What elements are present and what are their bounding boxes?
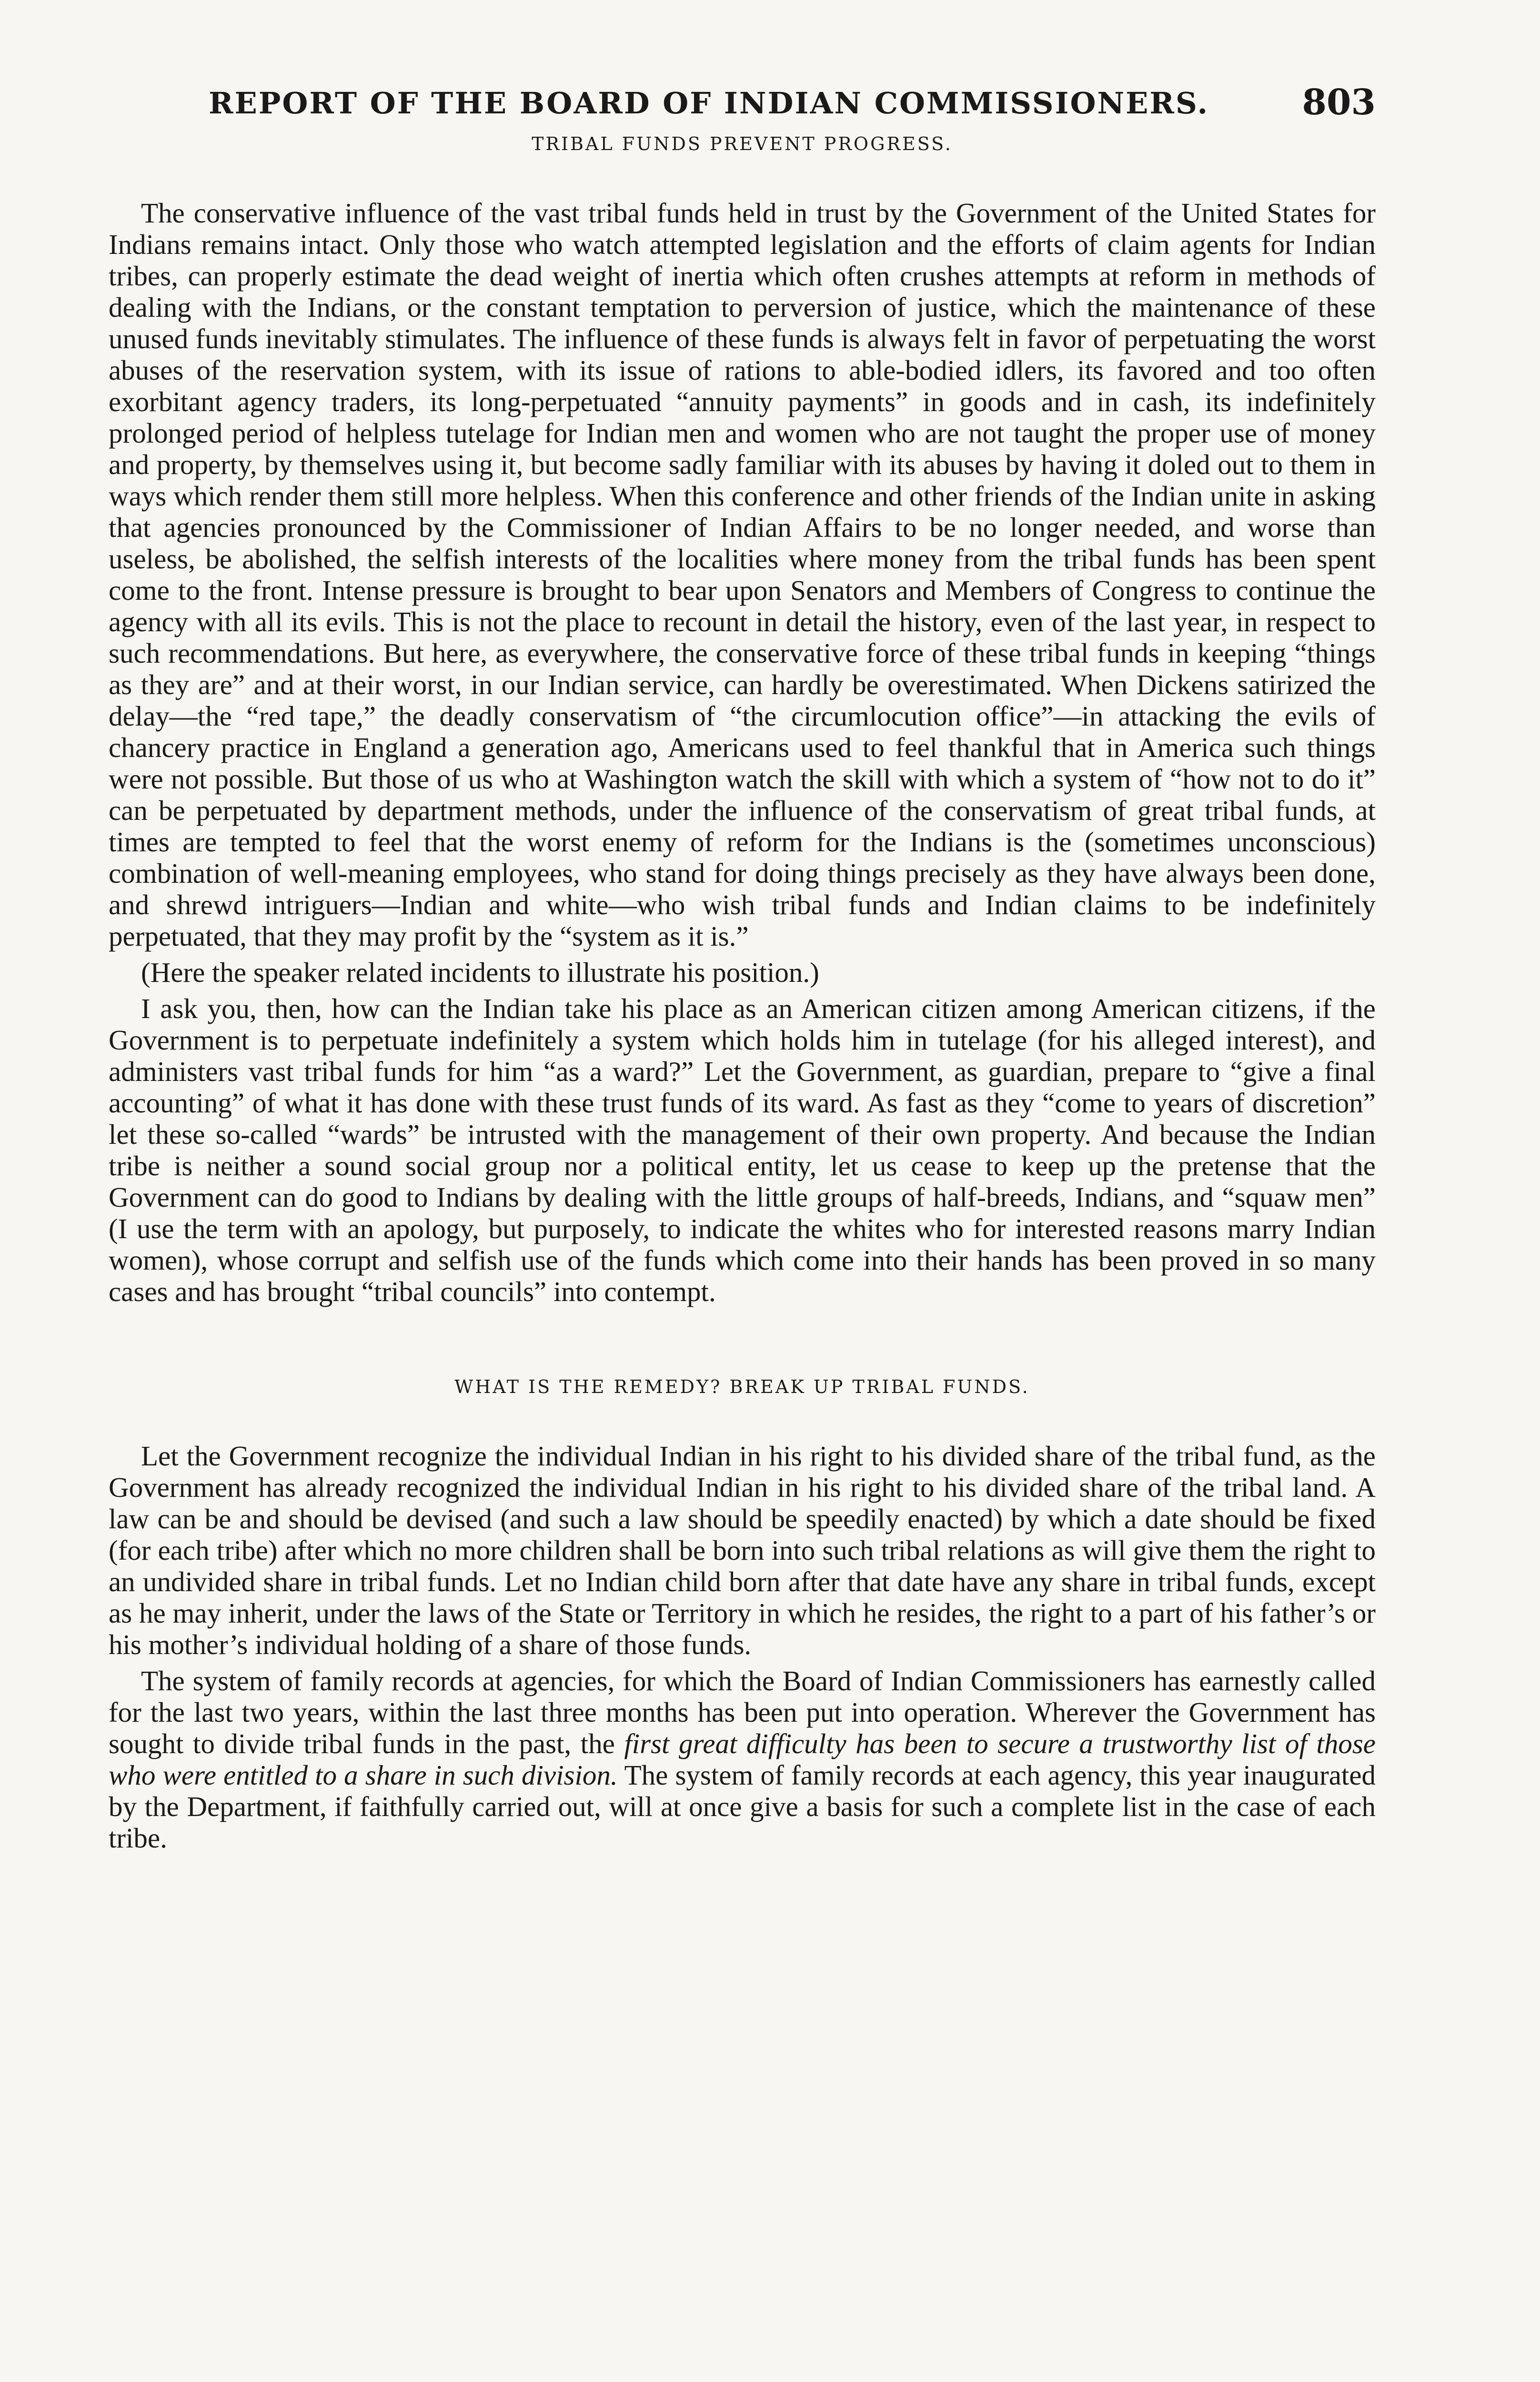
paragraph: I ask you, then, how can the Indian take his place as an American citizen among American citizens, if the Government is to perpetuate indefinitely a system which holds him in tutelage (for his alleged interest), and administers vast tribal funds for him “as a ward?” Let the Government, as guardian, prepare to “give a final accounting” of what it has done with these trust funds of its ward. As fast as they “come to years of discretion” let these so-called “wards” be intrusted with the management of their own property. And because the Indian tribe is neither a sound social group nor a political entity, let us cease to keep up the pretense that the Government can do good to Indians by dealing with the little groups of half-breeds, Indians, and “squaw men” (I use the term with an apology, but purposely, to indicate the whites who for interested reasons marry Indian women), whose corrupt and selfish use of the funds which come into their hands has been proved in so many cases and has brought “tribal councils” into contempt. <box>109 993 1376 1307</box>
paragraph-family-records <box>109 1665 1376 1854</box>
italic-text: first great difficulty has been to secure a trustworthy list of those who were entitled to a share in such division. <box>109 1728 1376 1791</box>
paragraph-text: The system of family records at agencies, for which the Board of Indian Commissioners has earnestly called for the last two years, within the last three months has been put into operation. Wherever the Government has sought to divide tribal funds in the past, the <box>109 1665 1376 1759</box>
paragraph: Let the Government recognize the individual Indian in his right to his divided share of the tribal fund, as the Government has already recognized the individual Indian in his right to his divided share of the tribal land. A law can be and should be devised (and such a law should be speedily enacted) by which a date should be fixed (for each tribe) after which no more children shall be born into such tribal relations as will give them the right to an undivided share in tribal funds. Let no Indian child born after that date have any share in tribal funds, except as he may inherit, under the laws of the State or Territory in which he resides, the right to a part of his father’s or his mother’s individual holding of a share of those funds. <box>109 1440 1376 1660</box>
running-title: REPORT OF THE BOARD OF INDIAN COMMISSIONERS. <box>209 86 1209 121</box>
paragraph-text: The system of family records at each agency, this year inaugurated by the Department, if faithfully carried out, will at once give a basis for such a complete list in the case of each tribe. <box>109 1759 1376 1854</box>
paragraph: The conservative influence of the vast tribal funds held in trust by the Government of the United States for Indians remains intact. Only those who watch attempted legislation and the efforts of claim agents for Indian tribes, can properly estimate the dead weight of inertia which often crushes attempts at reform in methods of dealing with the Indians, or the constant temptation to perversion of justice, which the maintenance of these unused funds inevitably stimulates. The influence of these funds is always felt in favor of perpetuating the worst abuses of the reservation system, with its issue of rations to able-bodied idlers, its favored and too often exorbitant agency traders, its long-perpetuated “annuity payments” in goods and in cash, its indefinitely prolonged period of helpless tutelage for Indian men and women who are not taught the proper use of money and property, by themselves using it, but become sadly familiar with its abuses by having it doled out to them in ways which render them still more helpless. When this conference and other friends of the Indian unite in asking that agencies pronounced by the Commissioner of Indian Affairs to be no longer needed, and worse than useless, be abolished, the selfish interests of the localities where money from the tribal funds has been spent come to the front. Intense pressure is brought to bear upon Senators and Members of Congress to continue the agency with all its evils. This is not the place to recount in detail the history, even of the last year, in respect to such recommendations. But here, as everywhere, the conservative force of these tribal funds in keeping “things as they are” and at their worst, in our Indian service, can hardly be overestimated. When Dickens satirized the delay—the “red tape,” the deadly conservatism of “the circumlocution office”—in attacking the evils of chancery practice in England a generation ago, Americans used to feel thankful that in America such things were not possible. But those of us who at Washington watch the skill with which a system of “how not to do it” can be perpetuated by department methods, under the influence of the conservatism of great tribal funds, at times are tempted to feel that the worst enemy of reform for the Indians is the (sometimes unconscious) combination of well-meaning employees, who stand for doing things precisely as they have always been done, and shrewd intriguers—Indian and white—who wish tribal funds and Indian claims to be indefinitely perpetuated, that they may profit by the “system as it is.” <box>109 197 1376 952</box>
section-heading: TRIBAL FUNDS PREVENT PROGRESS. <box>532 133 953 154</box>
section-remedy <box>109 1376 1376 1854</box>
page-content <box>109 76 1376 1858</box>
section-tribal-funds <box>109 133 1376 1307</box>
section-heading: WHAT IS THE REMEDY? BREAK UP TRIBAL FUNDS. <box>454 1376 1030 1397</box>
running-head <box>109 76 1376 133</box>
page-number: 803 <box>1302 82 1376 123</box>
paragraph: (Here the speaker related incidents to illustrate his position.) <box>141 957 819 988</box>
